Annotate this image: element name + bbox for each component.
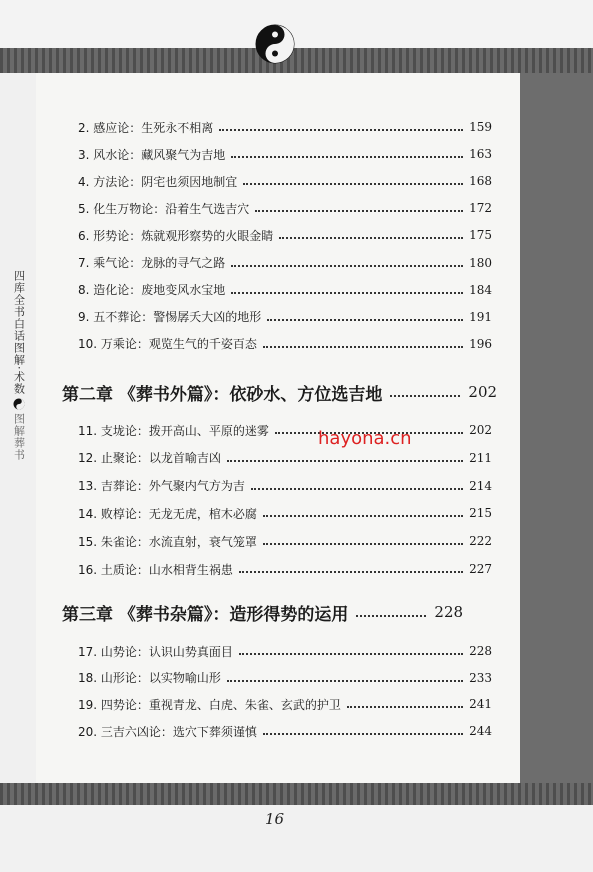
toc-entry-page: 184 bbox=[469, 282, 492, 297]
toc-entry-title: 17. 山势论：认识山势真面目 bbox=[78, 644, 233, 659]
toc-entry-page: 163 bbox=[469, 147, 492, 162]
series-name: 四库全书白话图解 bbox=[12, 270, 26, 366]
leader-dots bbox=[263, 537, 463, 545]
right-band bbox=[520, 73, 593, 783]
toc-entry-title: 18. 山形论：以实物喻山形 bbox=[78, 671, 221, 686]
leader-dots bbox=[227, 454, 463, 462]
yin-yang-icon bbox=[255, 24, 295, 64]
toc-entry bbox=[78, 477, 492, 495]
toc-entry-page: 191 bbox=[469, 309, 492, 324]
series-dot: · bbox=[12, 366, 26, 371]
toc-entry bbox=[78, 145, 492, 163]
toc-entry-page: 175 bbox=[469, 228, 492, 243]
small-yin-yang-icon bbox=[13, 398, 25, 410]
leader-dots bbox=[251, 482, 463, 490]
toc-entry-title: 11. 支垅论：拨开高山、平原的迷雾 bbox=[78, 423, 269, 438]
leader-dots bbox=[390, 387, 460, 397]
toc-entry bbox=[78, 532, 492, 550]
toc-entry bbox=[78, 226, 492, 244]
toc-entry-title: 3. 风水论：藏风聚气为吉地 bbox=[78, 147, 226, 162]
toc-entry-page: 180 bbox=[469, 255, 492, 270]
toc-entry-title: 13. 吉葬论：外气聚内气方为吉 bbox=[78, 479, 245, 494]
toc-entry bbox=[78, 335, 492, 353]
toc-entry bbox=[78, 281, 492, 299]
toc-entry-page: 214 bbox=[469, 478, 492, 493]
toc-entry-title: 2. 感应论：生死永不相离 bbox=[78, 120, 214, 135]
toc-entry-page: 227 bbox=[469, 562, 492, 576]
toc-entry bbox=[78, 308, 492, 326]
top-band-light bbox=[0, 0, 593, 48]
toc-entry bbox=[78, 722, 492, 740]
toc-entry bbox=[78, 504, 492, 522]
toc-entry-title: 15. 朱雀论：水流直射，衰气笼罩 bbox=[78, 534, 257, 549]
category-label: 术数 bbox=[12, 370, 26, 395]
watermark: hayona.cn bbox=[318, 428, 412, 449]
chapter-3-heading bbox=[62, 601, 512, 623]
leader-dots bbox=[219, 123, 463, 131]
toc-entry-title: 12. 止聚论：以龙首喻吉凶 bbox=[78, 451, 221, 466]
toc-entry-title: 9. 五不葬论：警惕孱夭大凶的地形 bbox=[78, 310, 262, 325]
toc-entry bbox=[78, 421, 492, 439]
page-number: 16 bbox=[265, 810, 285, 828]
toc-entry-title: 5. 化生万物论：沿着生气选吉穴 bbox=[78, 201, 250, 216]
leader-dots bbox=[243, 177, 463, 185]
toc-entry-title: 16. 土质论：山水相背生祸患 bbox=[78, 562, 233, 577]
leader-dots bbox=[231, 286, 463, 294]
toc-entry-title: 19. 四势论：重视青龙、白虎、朱雀、玄武的护卫 bbox=[78, 697, 341, 712]
toc-entry-page: 244 bbox=[469, 724, 492, 739]
toc-entry bbox=[78, 199, 492, 217]
toc-entry bbox=[78, 254, 492, 272]
chapter-2-page: 202 bbox=[468, 383, 498, 401]
book-title: 图解葬书 bbox=[12, 412, 26, 461]
toc-entry bbox=[78, 172, 492, 190]
toc-entry-title: 4. 方法论：阴宅也须因地制宜 bbox=[78, 174, 238, 189]
toc-entry-page: 228 bbox=[469, 644, 492, 658]
toc-entry-title: 8. 造化论：废地变风水宝地 bbox=[78, 283, 226, 298]
top-band bbox=[0, 0, 593, 73]
toc-entry-page: 159 bbox=[469, 120, 492, 134]
toc-entry-page: 215 bbox=[469, 506, 492, 521]
chapter-3-page: 228 bbox=[434, 603, 464, 621]
leader-dots bbox=[239, 647, 463, 655]
leader-dots bbox=[279, 231, 463, 239]
chapter-2-title: 第二章 《葬书外篇》：依砂水、方位选吉地 bbox=[62, 384, 383, 405]
toc-entry-title: 10. 万乘论：观览生气的千姿百态 bbox=[78, 337, 257, 352]
chapter-3-title: 第三章 《葬书杂篇》：造形得势的运用 bbox=[62, 604, 349, 625]
toc-entry-page: 196 bbox=[469, 336, 492, 351]
toc-entry-page: 241 bbox=[469, 697, 492, 712]
toc-entry-title: 7. 乘气论：龙脉的寻气之路 bbox=[78, 256, 226, 270]
leader-dots bbox=[356, 607, 426, 617]
toc-entry bbox=[78, 695, 492, 713]
toc-entry bbox=[78, 449, 492, 467]
toc-entry bbox=[78, 669, 492, 687]
toc-entry-page: 222 bbox=[469, 534, 492, 549]
leader-dots bbox=[227, 674, 463, 682]
toc-entry-page: 168 bbox=[469, 174, 492, 189]
leader-dots bbox=[267, 313, 463, 321]
top-band-stripe bbox=[0, 48, 593, 73]
leader-dots bbox=[239, 565, 463, 573]
leader-dots bbox=[255, 204, 463, 212]
toc-entry bbox=[78, 118, 492, 136]
toc-entry-title: 20. 三吉六凶论：选穴下葬须谨慎 bbox=[78, 724, 257, 739]
leader-dots bbox=[263, 340, 463, 348]
bottom-band bbox=[0, 783, 593, 872]
leader-dots bbox=[231, 150, 463, 158]
toc-entry bbox=[78, 642, 492, 660]
chapter-2-heading bbox=[62, 381, 512, 403]
leader-dots bbox=[263, 509, 463, 517]
toc-entry-title: 14. 败椁论：无龙无虎，棺木必腐 bbox=[78, 506, 257, 521]
leader-dots bbox=[263, 727, 463, 735]
leader-dots bbox=[347, 700, 463, 708]
toc-entry-page: 211 bbox=[469, 450, 492, 465]
bottom-band-stripe bbox=[0, 783, 593, 805]
toc-entry-title: 6. 形势论：炼就观形察势的火眼金睛 bbox=[78, 228, 274, 243]
toc-entry-page: 202 bbox=[469, 423, 492, 437]
series-title bbox=[6, 270, 32, 461]
toc-entry-page: 233 bbox=[469, 670, 492, 685]
toc-entry bbox=[78, 560, 492, 578]
toc-entry-page: 172 bbox=[469, 201, 492, 216]
leader-dots bbox=[231, 259, 463, 267]
